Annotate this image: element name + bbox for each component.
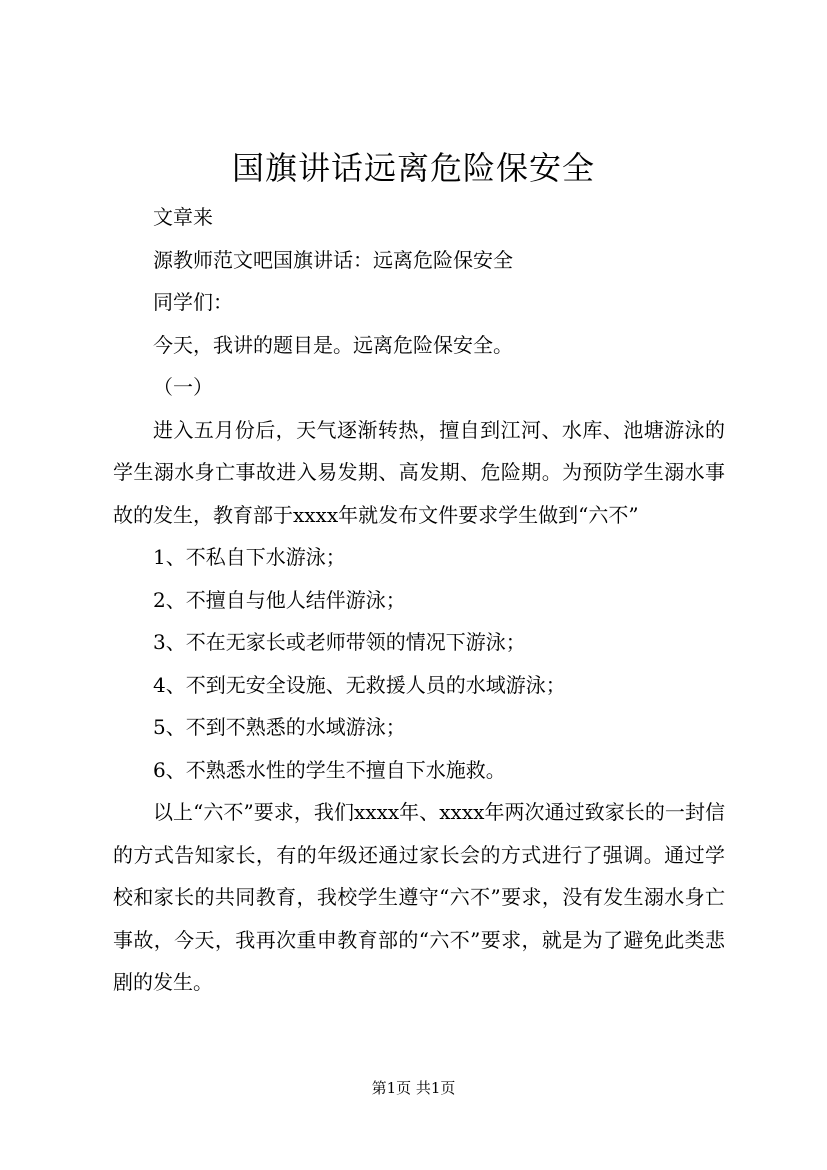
paragraph-source: 源教师范文吧国旗讲话：远离危险保安全 (153, 247, 513, 272)
list-item-rule-4: 4、不到无安全设施、无救援人员的水域游泳； (153, 672, 566, 697)
paragraph-source-prefix: 文章来 (153, 205, 213, 229)
document-body (113, 196, 725, 1004)
list-item-rule-3: 3、不在无家长或老师带领的情况下游泳； (153, 630, 526, 654)
list-item-rule-5: 5、不到不熟悉的水域游泳； (153, 715, 406, 739)
paragraph-salutation: 同学们： (153, 290, 233, 314)
list-item-rule-6: 6、不熟悉水性的学生不擅自下水施救。 (153, 757, 506, 782)
page-footer: 第1页 共1页 (371, 1079, 456, 1097)
paragraph-intro: 进入五月份后，天气逐渐转热，擅自到江河、水库、池塘游泳的学生溺水身亡事故进入易发期、高发期、危险期。为预防学生溺水事故的发生，教育部于xxxx年就发布文件要求学生做到“六不” (113, 417, 725, 527)
paragraph-topic: 今天，我讲的题目是。远离危险保安全。 (153, 332, 513, 357)
list-item-rule-2: 2、不擅自与他人结伴游泳； (153, 587, 406, 612)
list-item-rule-1: 1、不私自下水游泳； (153, 545, 346, 569)
paragraph-conclusion: 以上“六不”要求，我们xxxx年、xxxx年两次通过致家长的一封信的方式告知家长，有的年级还通过家长会的方式进行了强调。通过学校和家长的共同教育，我校学生遵守“六不”要求，没有发生溺水身亡事故，今天，我再次重申教育部的“六不”要求，就是为了避免此类悲剧的发生。 (113, 800, 725, 994)
section-heading: （一） (153, 375, 213, 399)
page-title: 国旗讲话远离危险保安全 (231, 149, 595, 187)
